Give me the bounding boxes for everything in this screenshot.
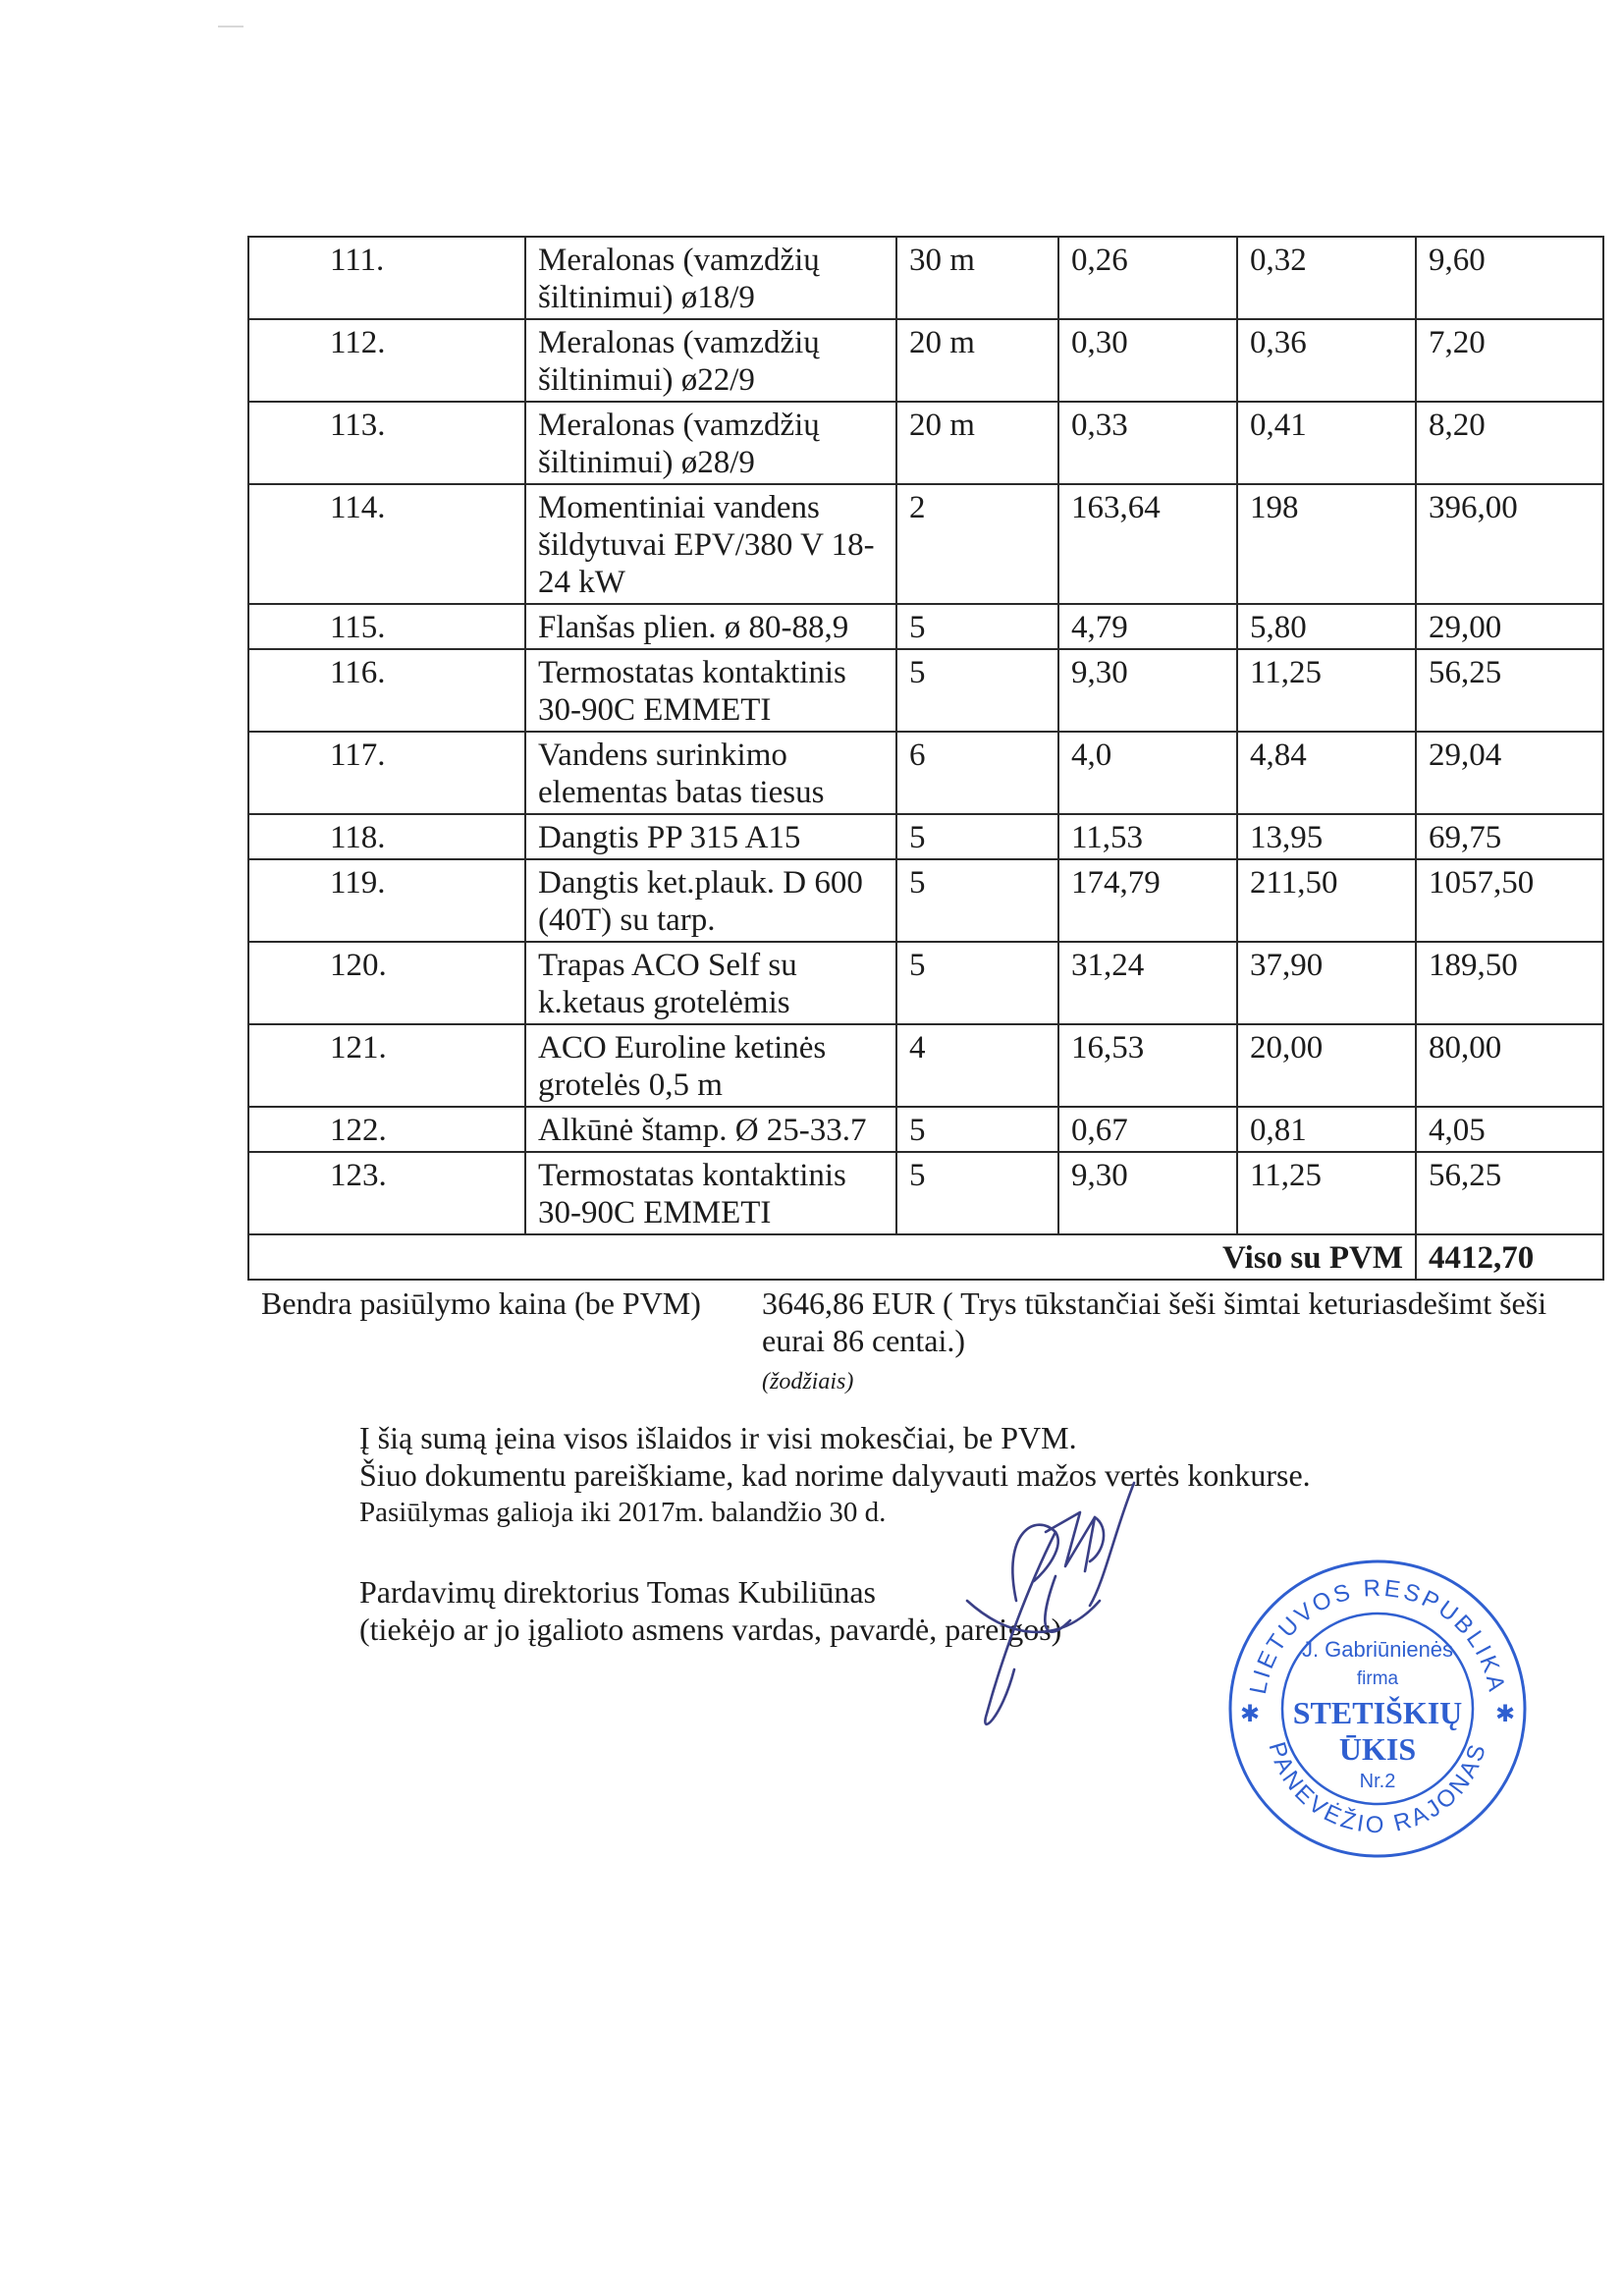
line-total: 80,00 (1416, 1024, 1603, 1107)
offer-price-value: 3646,86 EUR ( Trys tūkstančiai šeši šimtai keturiasdešimt šeši eurai 86 centai.) (762, 1285, 1547, 1358)
unit-price: 4,0 (1058, 732, 1237, 814)
unit-price-vat: 0,81 (1237, 1107, 1416, 1152)
items-table-body (248, 237, 1603, 1234)
line-total: 69,75 (1416, 814, 1603, 859)
unit-price-vat: 0,32 (1237, 237, 1416, 319)
total-row (248, 1234, 1603, 1280)
line-total: 29,04 (1416, 732, 1603, 814)
handwritten-signature (908, 1473, 1193, 1768)
item-quantity: 5 (896, 859, 1058, 942)
unit-price-vat: 5,80 (1237, 604, 1416, 649)
row-number: 120. (248, 942, 525, 1024)
unit-price-vat: 198 (1237, 484, 1416, 604)
stamp-text-top: LIETUVOS RESPUBLIKA (1244, 1574, 1511, 1697)
unit-price-vat: 13,95 (1237, 814, 1416, 859)
item-quantity: 20 m (896, 402, 1058, 484)
stamp-firm: firma (1356, 1668, 1399, 1689)
item-name: Termostatas kontaktinis 30-90C EMMETI (525, 1152, 896, 1234)
unit-price-vat: 211,50 (1237, 859, 1416, 942)
row-number: 114. (248, 484, 525, 604)
statement-validity: Pasiūlymas galioja iki 2017m. balandžio 30 d. (359, 1497, 887, 1528)
table-row (248, 237, 1603, 319)
row-number: 122. (248, 1107, 525, 1152)
item-name: Vandens surinkimo elementas batas tiesus (525, 732, 896, 814)
table-row (248, 942, 1603, 1024)
company-stamp (1216, 1547, 1540, 1871)
item-quantity: 5 (896, 1107, 1058, 1152)
table-row (248, 604, 1603, 649)
line-total: 8,20 (1416, 402, 1603, 484)
row-number: 121. (248, 1024, 525, 1107)
item-quantity: 6 (896, 732, 1058, 814)
table-row (248, 1107, 1603, 1152)
item-quantity: 2 (896, 484, 1058, 604)
unit-price-vat: 0,41 (1237, 402, 1416, 484)
item-quantity: 5 (896, 649, 1058, 732)
line-total: 189,50 (1416, 942, 1603, 1024)
unit-price-vat: 11,25 (1237, 1152, 1416, 1234)
items-table (247, 236, 1604, 1281)
stamp-owner: J. Gabriūnienės (1301, 1637, 1454, 1662)
unit-price: 16,53 (1058, 1024, 1237, 1107)
unit-price: 0,30 (1058, 319, 1237, 402)
line-total: 396,00 (1416, 484, 1603, 604)
scan-mark (218, 26, 243, 27)
unit-price: 0,33 (1058, 402, 1237, 484)
stamp-text-bottom: PANEVĖŽIO RAJONAS (1263, 1738, 1492, 1839)
row-number: 117. (248, 732, 525, 814)
item-quantity: 5 (896, 814, 1058, 859)
unit-price-vat: 4,84 (1237, 732, 1416, 814)
unit-price-vat: 37,90 (1237, 942, 1416, 1024)
item-name: Flanšas plien. ø 80-88,9 (525, 604, 896, 649)
item-quantity: 5 (896, 1152, 1058, 1234)
row-number: 118. (248, 814, 525, 859)
item-quantity: 4 (896, 1024, 1058, 1107)
unit-price: 31,24 (1058, 942, 1237, 1024)
line-total: 7,20 (1416, 319, 1603, 402)
unit-price-vat: 11,25 (1237, 649, 1416, 732)
row-number: 112. (248, 319, 525, 402)
table-row (248, 1024, 1603, 1107)
star-icon: ✱ (1239, 1701, 1261, 1727)
item-name: Dangtis PP 315 A15 (525, 814, 896, 859)
table-row (248, 649, 1603, 732)
statement-line: Į šią sumą įeina visos išlaidos ir visi mokesčiai, be PVM. (359, 1420, 1077, 1455)
item-name: Termostatas kontaktinis 30-90C EMMETI (525, 649, 896, 732)
table-row (248, 859, 1603, 942)
row-number: 115. (248, 604, 525, 649)
unit-price: 4,79 (1058, 604, 1237, 649)
total-label: Viso su PVM (248, 1234, 1416, 1280)
item-name: Dangtis ket.plauk. D 600 (40T) su tarp. (525, 859, 896, 942)
item-quantity: 20 m (896, 319, 1058, 402)
unit-price: 11,53 (1058, 814, 1237, 859)
item-quantity: 30 m (896, 237, 1058, 319)
line-total: 56,25 (1416, 649, 1603, 732)
table-row (248, 814, 1603, 859)
item-quantity: 5 (896, 604, 1058, 649)
stamp-name-line2: ŪKIS (1338, 1731, 1417, 1767)
line-total: 29,00 (1416, 604, 1603, 649)
unit-price: 9,30 (1058, 649, 1237, 732)
row-number: 113. (248, 402, 525, 484)
star-icon: ✱ (1494, 1701, 1516, 1727)
item-name: Momentiniai vandens šildytuvai EPV/380 V 18-24 kW (525, 484, 896, 604)
unit-price: 0,67 (1058, 1107, 1237, 1152)
line-total: 4,05 (1416, 1107, 1603, 1152)
unit-price: 9,30 (1058, 1152, 1237, 1234)
item-name: Meralonas (vamzdžių šiltinimui) ø18/9 (525, 237, 896, 319)
words-note: (žodžiais) (762, 1369, 854, 1394)
table-row (248, 402, 1603, 484)
unit-price: 0,26 (1058, 237, 1237, 319)
table-row (248, 319, 1603, 402)
item-name: Meralonas (vamzdžių šiltinimui) ø22/9 (525, 319, 896, 402)
offer-price-label: Bendra pasiūlymo kaina (be PVM) (261, 1285, 701, 1321)
row-number: 116. (248, 649, 525, 732)
signer-name: Pardavimų direktorius Tomas Kubiliūnas (359, 1574, 876, 1610)
item-quantity: 5 (896, 942, 1058, 1024)
stamp-number: Nr.2 (1359, 1771, 1396, 1792)
unit-price-vat: 0,36 (1237, 319, 1416, 402)
unit-price: 163,64 (1058, 484, 1237, 604)
item-name: Alkūnė štamp. Ø 25-33.7 (525, 1107, 896, 1152)
unit-price: 174,79 (1058, 859, 1237, 942)
item-name: Trapas ACO Self su k.ketaus grotelėmis (525, 942, 896, 1024)
table-row (248, 732, 1603, 814)
table-row (248, 484, 1603, 604)
line-total: 9,60 (1416, 237, 1603, 319)
row-number: 111. (248, 237, 525, 319)
unit-price-vat: 20,00 (1237, 1024, 1416, 1107)
statement-line: Šiuo dokumentu pareiškiame, kad norime dalyvauti mažos vertės konkurse. (359, 1457, 1311, 1493)
item-name: Meralonas (vamzdžių šiltinimui) ø28/9 (525, 402, 896, 484)
total-value: 4412,70 (1416, 1234, 1603, 1280)
stamp-name-line1: STETIŠKIŲ (1292, 1695, 1463, 1730)
row-number: 119. (248, 859, 525, 942)
signer-caption: (tiekėjo ar jo įgalioto asmens vardas, pavardė, pareigos) (359, 1612, 1062, 1647)
table-row (248, 1152, 1603, 1234)
item-name: ACO Euroline ketinės grotelės 0,5 m (525, 1024, 896, 1107)
line-total: 1057,50 (1416, 859, 1603, 942)
row-number: 123. (248, 1152, 525, 1234)
line-total: 56,25 (1416, 1152, 1603, 1234)
